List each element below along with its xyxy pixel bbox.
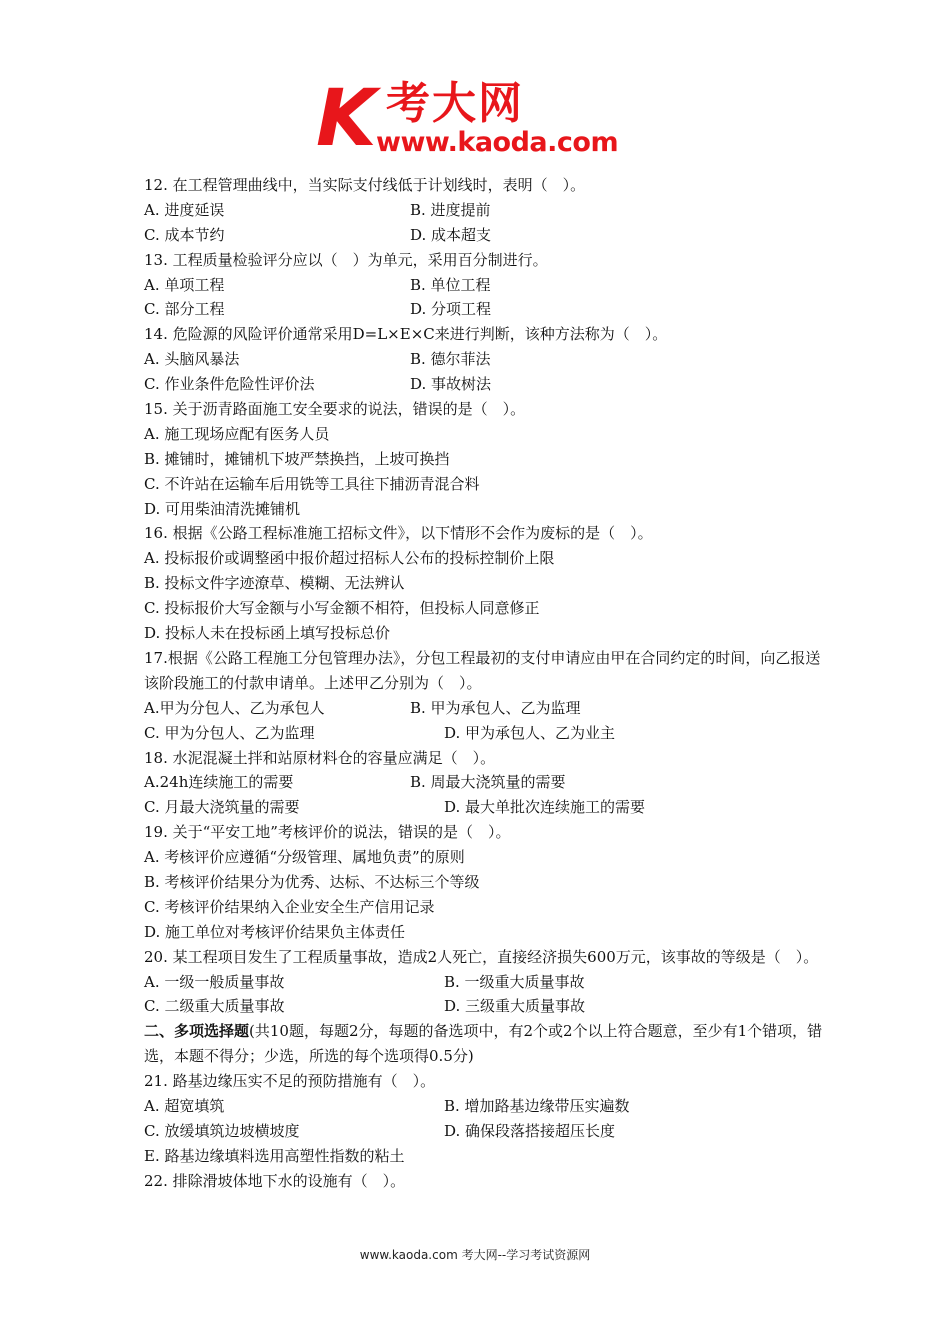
question-16-stem: 16. 根据《公路工程标准施工招标文件》，以下情形不会作为废标的是（ ）。 — [144, 524, 653, 543]
question-18-options-ab — [144, 770, 824, 795]
question-18-stem: 18. 水泥混凝土拌和站原材料仓的容量应满足（ ）。 — [144, 748, 496, 767]
page-footer: www.kaoda.com 考大网--学习考试资源网 — [359, 1248, 591, 1262]
option-c: C. 甲为分包人、乙为监理 — [144, 723, 315, 742]
option-d: D. 最大单批次连续施工的需要 — [444, 798, 646, 817]
question-14-options-cd — [144, 372, 824, 397]
question-14-options-ab — [144, 347, 824, 372]
section-heading — [144, 1019, 824, 1069]
question-13-options-cd — [144, 297, 824, 322]
option-c: C. 投标报价大写金额与小写金额不相符，但投标人同意修正 — [144, 599, 540, 618]
question-17-stem: 17.根据《公路工程施工分包管理办法》，分包工程最初的支付申请应由甲在合同约定的时间，向乙报送该阶段施工的付款申请单。上述甲乙分别为（ ）。 — [144, 648, 821, 692]
question-13-stem: 13. 工程质量检验评分应以（ ）为单元，采用百分制进行。 — [144, 250, 548, 269]
option-a: A. 考核评价应遵循“分级管理、属地负责”的原则 — [144, 848, 465, 867]
option-d: D. 分项工程 — [410, 300, 492, 319]
option-b: B. 摊铺时，摊铺机下坡严禁换挡，上坡可换挡 — [144, 449, 450, 468]
question-17-options-ab — [144, 696, 824, 721]
question-18-options-cd — [144, 795, 824, 820]
option-d: D. 三级重大质量事故 — [444, 997, 586, 1016]
logo-mark: K — [316, 74, 377, 164]
option-d: D. 甲为承包人、乙为业主 — [444, 723, 616, 742]
option-a: A. 单项工程 — [144, 275, 225, 294]
option-c: C. 月最大浇筑量的需要 — [144, 798, 300, 817]
option-b: B. 周最大浇筑量的需要 — [410, 773, 566, 792]
option-c: C. 作业条件危险性评价法 — [144, 375, 315, 394]
option-e: E. 路基边缘填料选用高塑性指数的粘土 — [144, 1146, 405, 1165]
question-21-stem: 21. 路基边缘压实不足的预防措施有（ ）。 — [144, 1072, 436, 1091]
option-c: C. 二级重大质量事故 — [144, 997, 285, 1016]
option-a: A.甲为分包人、乙为承包人 — [144, 698, 325, 717]
option-d: D. 投标人未在投标函上填写投标总价 — [144, 624, 391, 643]
option-c: C. 部分工程 — [144, 300, 225, 319]
question-13-options-ab — [144, 273, 824, 298]
option-b: B. 增加路基边缘带压实遍数 — [444, 1097, 630, 1116]
question-12-options-ab — [144, 198, 824, 223]
exam-content — [144, 173, 824, 1194]
option-a: A.24h连续施工的需要 — [144, 773, 294, 792]
question-21-options-cd — [144, 1119, 824, 1144]
question-20-options-ab — [144, 970, 824, 995]
option-a: A. 头脑风暴法 — [144, 350, 240, 369]
question-22-stem: 22. 排除滑坡体地下水的设施有（ ）。 — [144, 1171, 406, 1190]
option-c: C. 成本节约 — [144, 225, 225, 244]
option-c: C. 不许站在运输车后用铣等工具往下捕沥青混合料 — [144, 474, 480, 493]
option-c: C. 放缓填筑边坡横坡度 — [144, 1121, 300, 1140]
option-b: B. 进度提前 — [410, 200, 491, 219]
option-b: B. 单位工程 — [410, 275, 491, 294]
option-d: D. 事故树法 — [410, 375, 492, 394]
option-d: D. 成本超支 — [410, 225, 492, 244]
kaoda-logo — [316, 74, 646, 166]
section-title: 二、多项选择题 — [144, 1022, 250, 1041]
option-a: A. 施工现场应配有医务人员 — [144, 424, 330, 443]
option-b: B. 一级重大质量事故 — [444, 972, 585, 991]
option-a: A. 投标报价或调整函中报价超过招标人公布的投标控制价上限 — [144, 549, 555, 568]
question-12-stem: 12. 在工程管理曲线中，当实际支付线低于计划线时，表明（ ）。 — [144, 176, 586, 194]
option-d: D. 确保段落搭接超压长度 — [444, 1121, 616, 1140]
option-a: A. 进度延误 — [144, 200, 225, 219]
option-d: D. 施工单位对考核评价结果负主体责任 — [144, 922, 406, 941]
question-14-stem: 14. 危险源的风险评价通常采用D=L×E×C来进行判断，该种方法称为（ ）。 — [144, 325, 668, 344]
section-note: (共10题，每题2分，每题的备选项中，有2个或2个以上符合题意，至少有1个错项，错选，本题不得分；少选，所选的每个选项得0.5分) — [144, 1022, 823, 1066]
question-12-options-cd — [144, 223, 824, 248]
question-20-options-cd — [144, 994, 824, 1019]
question-21-options-ab — [144, 1094, 824, 1119]
option-d: D. 可用柴油清洗摊铺机 — [144, 499, 301, 518]
option-a: A. 一级一般质量事故 — [144, 972, 285, 991]
option-b: B. 考核评价结果分为优秀、达标、不达标三个等级 — [144, 872, 480, 891]
logo-name: 考大网 — [386, 78, 524, 129]
option-b: B. 甲为承包人、乙为监理 — [410, 698, 581, 717]
question-15-stem: 15. 关于沥青路面施工安全要求的说法，错误的是（ ）。 — [144, 400, 526, 419]
logo-url: www.kaoda.com — [376, 127, 619, 158]
question-17-options-cd — [144, 721, 824, 746]
option-b: B. 投标文件字迹潦草、模糊、无法辨认 — [144, 574, 405, 593]
option-c: C. 考核评价结果纳入企业安全生产信用记录 — [144, 897, 435, 916]
question-19-stem: 19. 关于“平安工地”考核评价的说法，错误的是（ ）。 — [144, 823, 511, 842]
question-20-stem: 20. 某工程项目发生了工程质量事故，造成2人死亡，直接经济损失600万元，该事故的等级是（ ）。 — [144, 947, 819, 966]
option-b: B. 德尔菲法 — [410, 350, 491, 369]
option-a: A. 超宽填筑 — [144, 1097, 225, 1116]
